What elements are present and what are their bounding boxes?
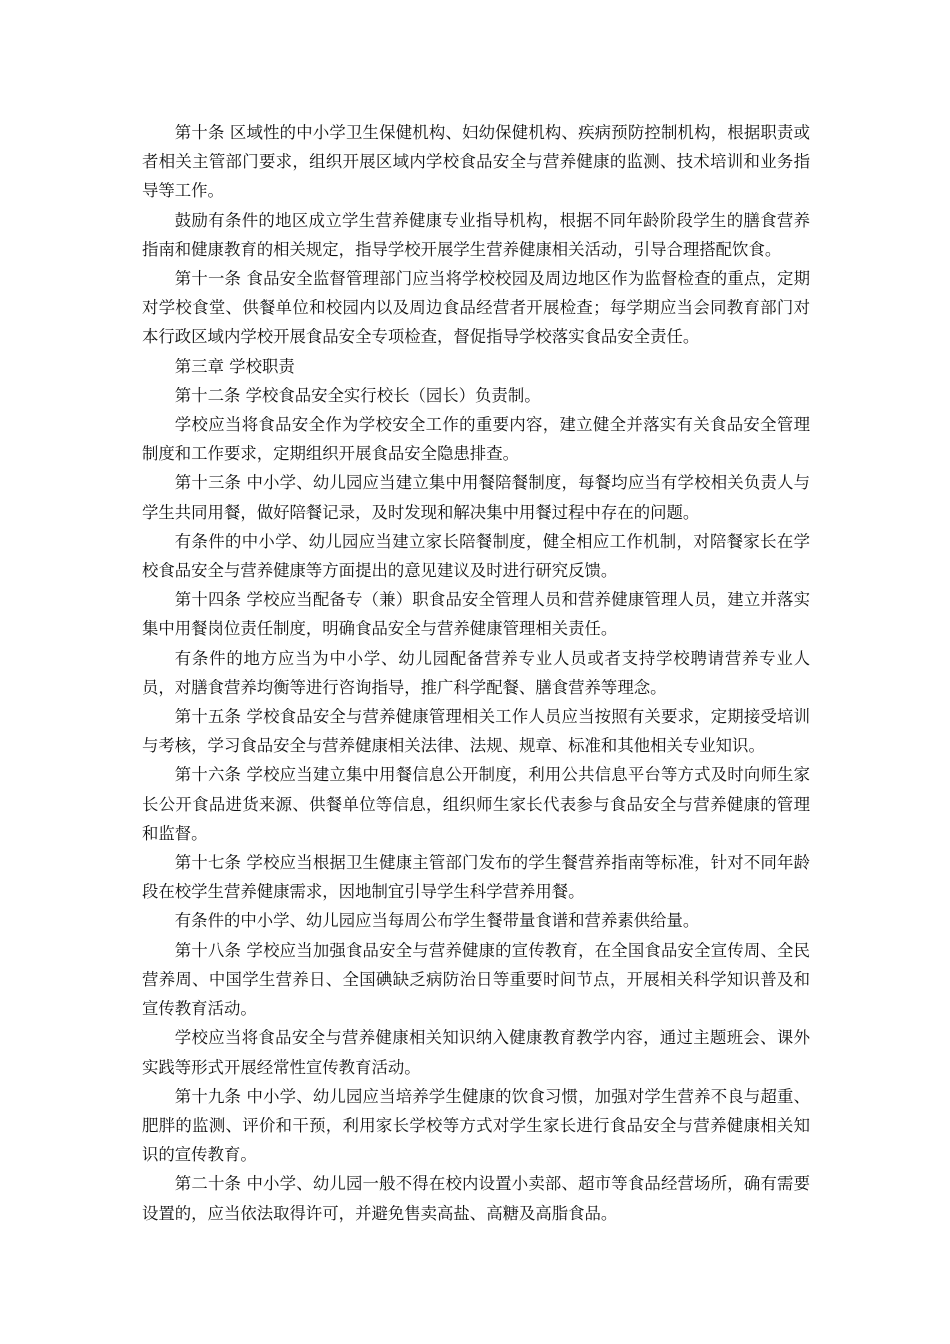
chapter-heading: 第三章 学校职责	[174, 356, 295, 376]
paragraph-article-10: 第十条 区域性的中小学卫生保健机构、妇幼保健机构、疾病预防控制机构，根据职责或者相关主管部门要求，组织开展区域内学校食品安全与营养健康的监测、技术培训和业务指导等工作。	[142, 123, 810, 201]
paragraph-article-18: 第十八条 学校应当加强食品安全与营养健康的宣传教育，在全国食品安全宣传周、全民营养周、中国学生营养日、全国碘缺乏病防治日等重要时间节点，开展相关科学知识普及和宣传教育活动。	[142, 940, 810, 1019]
paragraph-article-17: 第十七条 学校应当根据卫生健康主管部门发布的学生餐营养指南等标准，针对不同年龄段在校学生营养健康需求，因地制宜引导学生科学营养用餐。	[142, 853, 810, 902]
paragraph-article-11: 第十一条 食品安全监督管理部门应当将学校校园及周边地区作为监督检查的重点，定期对学校食堂、供餐单位和校园内以及周边食品经营者开展检查；每学期应当会同教育部门对本行政区域内学校开展食品安全专项检查，督促指导学校落实食品安全责任。	[142, 269, 810, 347]
paragraph-article-12: 第十二条 学校食品安全实行校长（园长）负责制。	[174, 385, 541, 405]
paragraph-article-20: 第二十条 中小学、幼儿园一般不得在校内设置小卖部、超市等食品经营场所，确有需要设置的，应当依法取得许可，并避免售卖高盐、高糖及高脂食品。	[142, 1174, 810, 1223]
paragraph-article-14: 第十四条 学校应当配备专（兼）职食品安全管理人员和营养健康管理人员，建立并落实集中用餐岗位责任制度，明确食品安全与营养健康管理相关责任。	[142, 590, 810, 639]
paragraph-article-19: 第十九条 中小学、幼儿园应当培养学生健康的饮食习惯，加强对学生营养不良与超重、肥胖的监测、评价和干预，利用家长学校等方式对学生家长进行食品安全与营养健康相关知识的宣传教育。	[142, 1086, 810, 1165]
paragraph-nutrition-staff: 有条件的地方应当为中小学、幼儿园配备营养专业人员或者支持学校聘请营养专业人员，对膳食营养均衡等进行咨询指导，推广科学配餐、膳食营养等理念。	[142, 648, 810, 697]
paragraph-nutrition-guidance: 鼓励有条件的地区成立学生营养健康专业指导机构，根据不同年龄阶段学生的膳食营养指南和健康教育的相关规定，指导学校开展学生营养健康相关活动，引导合理搭配饮食。	[142, 210, 810, 259]
paragraph-article-15: 第十五条 学校食品安全与营养健康管理相关工作人员应当按照有关要求，定期接受培训与考核，学习食品安全与营养健康相关法律、法规、规章、标准和其他相关专业知识。	[142, 707, 810, 756]
paragraph-health-education: 学校应当将食品安全与营养健康相关知识纳入健康教育教学内容，通过主题班会、课外实践等形式开展经常性宣传教育活动。	[142, 1028, 810, 1077]
paragraph-weekly-menu: 有条件的中小学、幼儿园应当每周公布学生餐带量食谱和营养素供给量。	[174, 911, 700, 931]
document-body	[142, 118, 810, 1228]
paragraph-safety-management: 学校应当将食品安全作为学校安全工作的重要内容，建立健全并落实有关食品安全管理制度和工作要求，定期组织开展食品安全隐患排查。	[142, 415, 810, 464]
paragraph-parent-dining: 有条件的中小学、幼儿园应当建立家长陪餐制度，健全相应工作机制，对陪餐家长在学校食品安全与营养健康等方面提出的意见建议及时进行研究反馈。	[142, 531, 810, 581]
paragraph-article-13: 第十三条 中小学、幼儿园应当建立集中用餐陪餐制度，每餐均应当有学校相关负责人与学生共同用餐，做好陪餐记录，及时发现和解决集中用餐过程中存在的问题。	[142, 473, 810, 522]
paragraph-article-16: 第十六条 学校应当建立集中用餐信息公开制度，利用公共信息平台等方式及时向师生家长公开食品进货来源、供餐单位等信息，组织师生家长代表参与食品安全与营养健康的管理和监督。	[142, 765, 810, 843]
